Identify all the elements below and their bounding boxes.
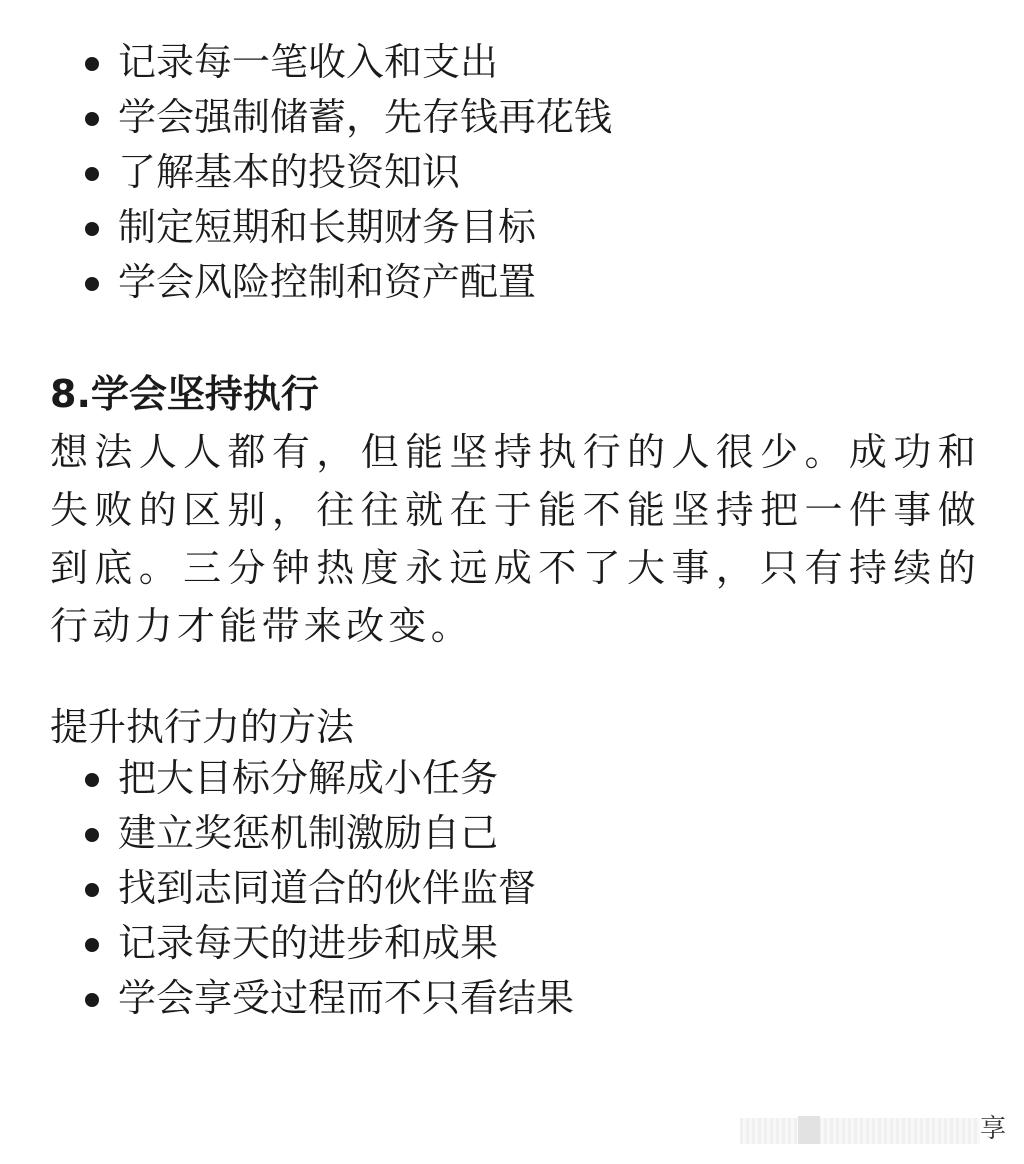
bullet-icon <box>85 883 99 897</box>
finance-tips-list <box>0 35 1024 310</box>
section-heading: 8.学会坚持执行 <box>50 372 319 416</box>
list-item-text: 学会风险控制和资产配置 <box>118 260 537 304</box>
list-item-text: 制定短期和长期财务目标 <box>118 205 537 249</box>
bullet-icon <box>85 222 99 236</box>
list-item-text: 找到志同道合的伙伴监督 <box>118 866 537 910</box>
list-item-text: 把大目标分解成小任务 <box>118 756 499 800</box>
list-item <box>0 971 1024 1026</box>
bullet-icon <box>85 112 99 126</box>
bullet-icon <box>85 277 99 291</box>
list-item-text: 记录每一笔收入和支出 <box>118 40 499 84</box>
list-item <box>0 255 1024 310</box>
list-item <box>0 806 1024 861</box>
section-paragraph: 想法人人都有，但能坚持执行的人很少。成功和失败的区别，往往就在于能不能坚持把一件事做到底。三分钟热度永远成不了大事，只有持续的行动力才能带来改变。 <box>50 430 980 648</box>
list-item <box>0 35 1024 90</box>
list-item-text: 记录每天的进步和成果 <box>118 921 499 965</box>
execution-methods-list <box>0 751 1024 1026</box>
list-item-text: 学会强制储蓄，先存钱再花钱 <box>118 95 613 139</box>
watermark-mark <box>798 1116 820 1144</box>
list-item <box>0 200 1024 255</box>
list-item <box>0 145 1024 200</box>
list-item-text: 建立奖惩机制激励自己 <box>118 811 499 855</box>
watermark-strip <box>740 1118 980 1144</box>
bullet-icon <box>85 57 99 71</box>
methods-subheading: 提升执行力的方法 <box>50 705 355 749</box>
list-item <box>0 861 1024 916</box>
bullet-icon <box>85 773 99 787</box>
list-item <box>0 916 1024 971</box>
bullet-icon <box>85 828 99 842</box>
bullet-icon <box>85 938 99 952</box>
list-item-text: 学会享受过程而不只看结果 <box>118 976 575 1020</box>
corner-text: 享 <box>979 1114 1006 1144</box>
bullet-icon <box>85 993 99 1007</box>
list-item-text: 了解基本的投资知识 <box>118 150 461 194</box>
list-item <box>0 90 1024 145</box>
list-item <box>0 751 1024 806</box>
bullet-icon <box>85 167 99 181</box>
